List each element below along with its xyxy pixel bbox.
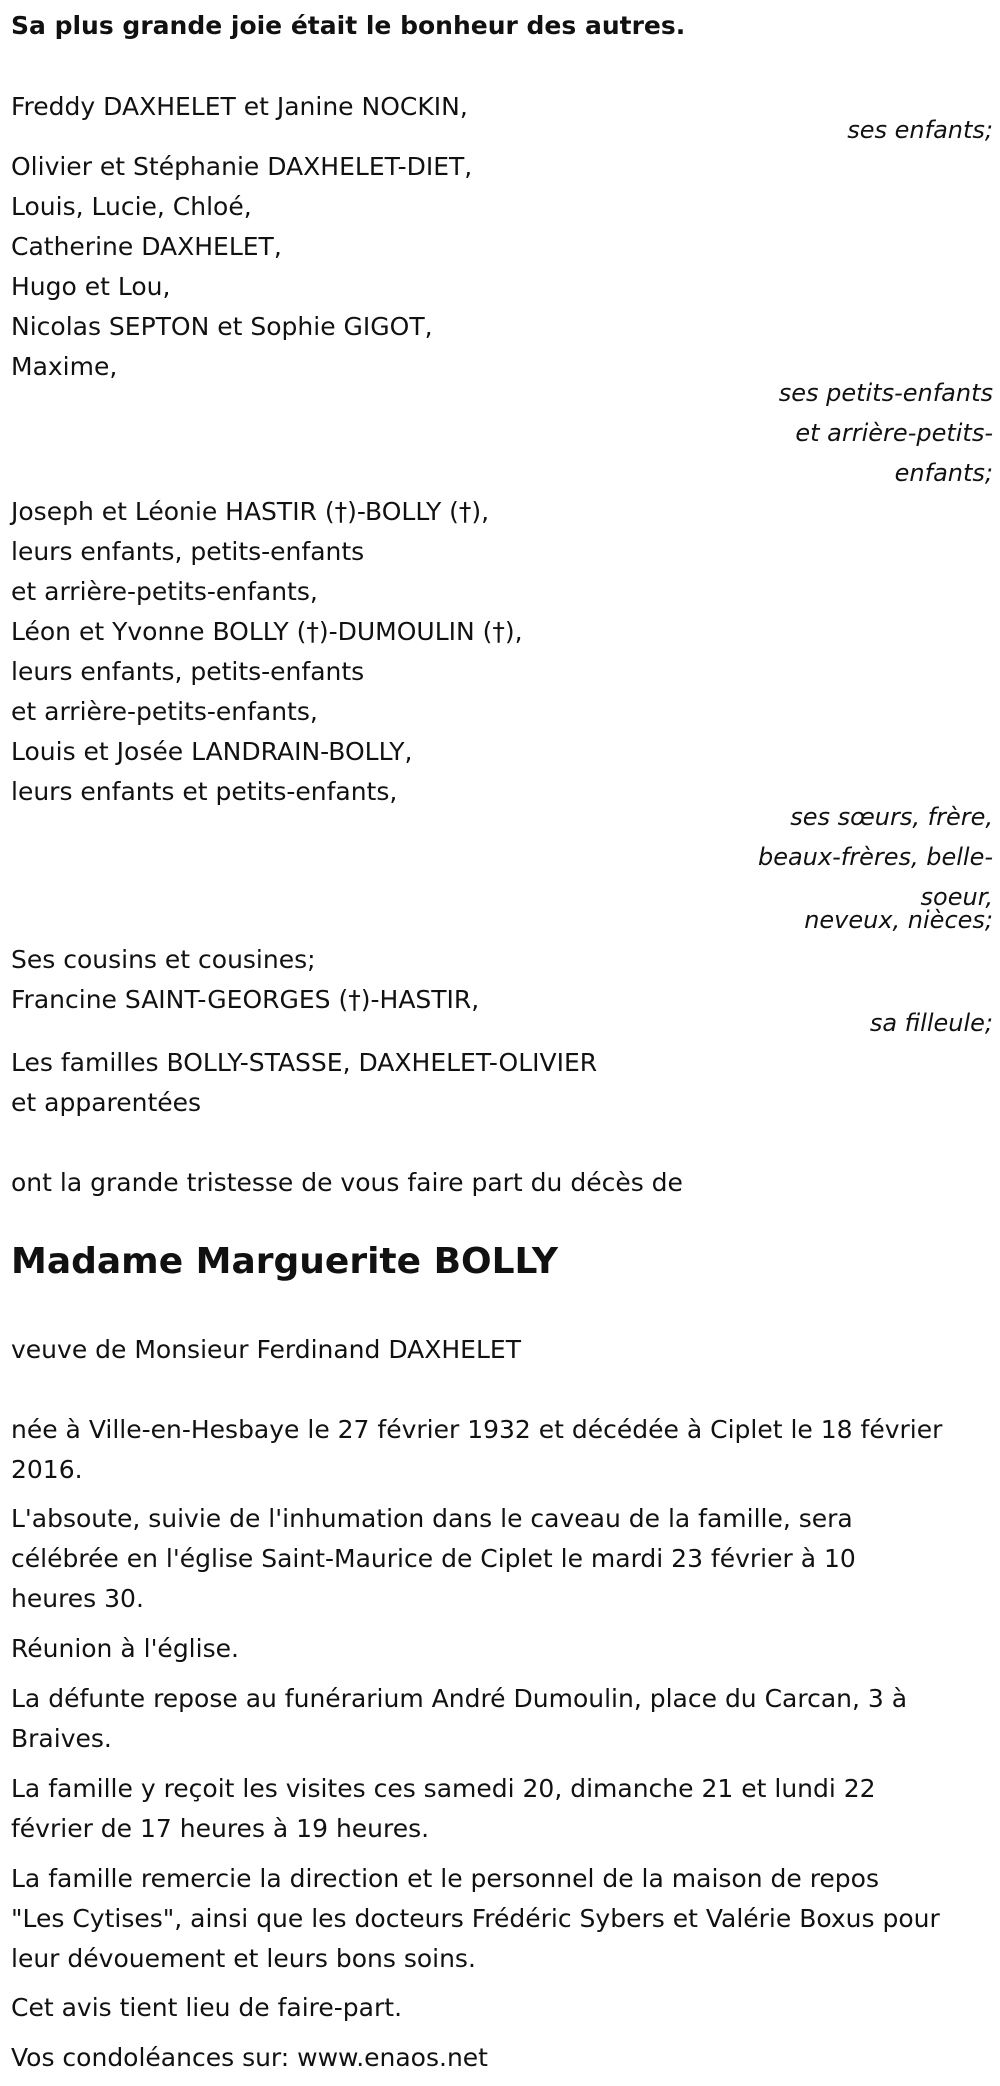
thanks-line: leur dévouement et leurs bons soins. — [11, 1944, 476, 1973]
birth-death-line: née à Ville-en-Hesbaye le 27 février 1932 et décédée à Ciplet le 18 février — [11, 1415, 943, 1444]
families-line: Les familles BOLLY-STASSE, DAXHELET-OLIVIER — [11, 1048, 598, 1077]
grandchildren-line: Olivier et Stéphanie DAXHELET-DIET, — [11, 152, 473, 181]
grandchildren-line: Catherine DAXHELET, — [11, 232, 282, 261]
funeral-line: célébrée en l'église Saint-Maurice de Ciplet le mardi 23 février à 10 — [11, 1544, 856, 1573]
visits-line: février de 17 heures à 19 heures. — [11, 1814, 430, 1843]
announcement: ont la grande tristesse de vous faire part du décès de — [11, 1168, 683, 1197]
birth-death-line: 2016. — [11, 1455, 83, 1484]
grandchildren-line: Louis, Lucie, Chloé, — [11, 192, 252, 221]
rests-line: La défunte repose au funérarium André Dumoulin, place du Carcan, 3 à — [11, 1684, 908, 1713]
sibling-line: Louis et Josée LANDRAIN-BOLLY, — [11, 737, 413, 766]
sibling-line: et arrière-petits-enfants, — [11, 577, 318, 606]
visits-line: La famille y reçoit les visites ces samedi 20, dimanche 21 et lundi 22 — [11, 1774, 876, 1803]
children-role: ses enfants; — [847, 116, 993, 144]
sibling-line: et arrière-petits-enfants, — [11, 697, 318, 726]
thanks-line: "Les Cytises", ainsi que les docteurs Frédéric Sybers et Valérie Boxus pour — [11, 1904, 940, 1933]
cousins-line: Francine SAINT-GEORGES (†)-HASTIR, — [11, 985, 480, 1014]
grandchildren-role: ses petits-enfants — [778, 379, 993, 407]
notice-line: Cet avis tient lieu de faire-part. — [11, 1993, 403, 2022]
grandchildren-line: Maxime, — [11, 352, 118, 381]
grandchildren-line: Hugo et Lou, — [11, 272, 171, 301]
meeting-line: Réunion à l'église. — [11, 1634, 239, 1663]
families-line: et apparentées — [11, 1088, 202, 1117]
children-line: Freddy DAXHELET et Janine NOCKIN, — [11, 92, 468, 121]
siblings-role: soeur, — [920, 883, 993, 911]
grandchildren-line: Nicolas SEPTON et Sophie GIGOT, — [11, 312, 433, 341]
funeral-line: L'absoute, suivie de l'inhumation dans le caveau de la famille, sera — [11, 1504, 853, 1533]
siblings-role: neveux, nièces; — [804, 906, 993, 934]
cousins-line: Ses cousins et cousines; — [11, 945, 316, 974]
header-quote: Sa plus grande joie était le bonheur des autres. — [11, 11, 686, 40]
sibling-line: leurs enfants, petits-enfants — [11, 537, 365, 566]
deceased-name: Madame Marguerite BOLLY — [11, 1241, 558, 1282]
sibling-line: leurs enfants, petits-enfants — [11, 657, 365, 686]
thanks-line: La famille remercie la direction et le personnel de la maison de repos — [11, 1864, 879, 1893]
sibling-line: Joseph et Léonie HASTIR (†)-BOLLY (†), — [11, 497, 490, 526]
siblings-role: beaux-frères, belle- — [757, 843, 993, 871]
sibling-line: leurs enfants et petits-enfants, — [11, 777, 398, 806]
funeral-line: heures 30. — [11, 1584, 144, 1613]
siblings-role: ses sœurs, frère, — [790, 803, 993, 831]
widow-of: veuve de Monsieur Ferdinand DAXHELET — [11, 1335, 521, 1364]
grandchildren-role: et arrière-petits- — [795, 419, 993, 447]
grandchildren-role: enfants; — [894, 459, 993, 487]
cousins-role: sa filleule; — [869, 1009, 993, 1037]
sibling-line: Léon et Yvonne BOLLY (†)-DUMOULIN (†), — [11, 617, 523, 646]
condolences-line: Vos condoléances sur: www.enaos.net — [11, 2043, 488, 2072]
rests-line: Braives. — [11, 1724, 112, 1753]
